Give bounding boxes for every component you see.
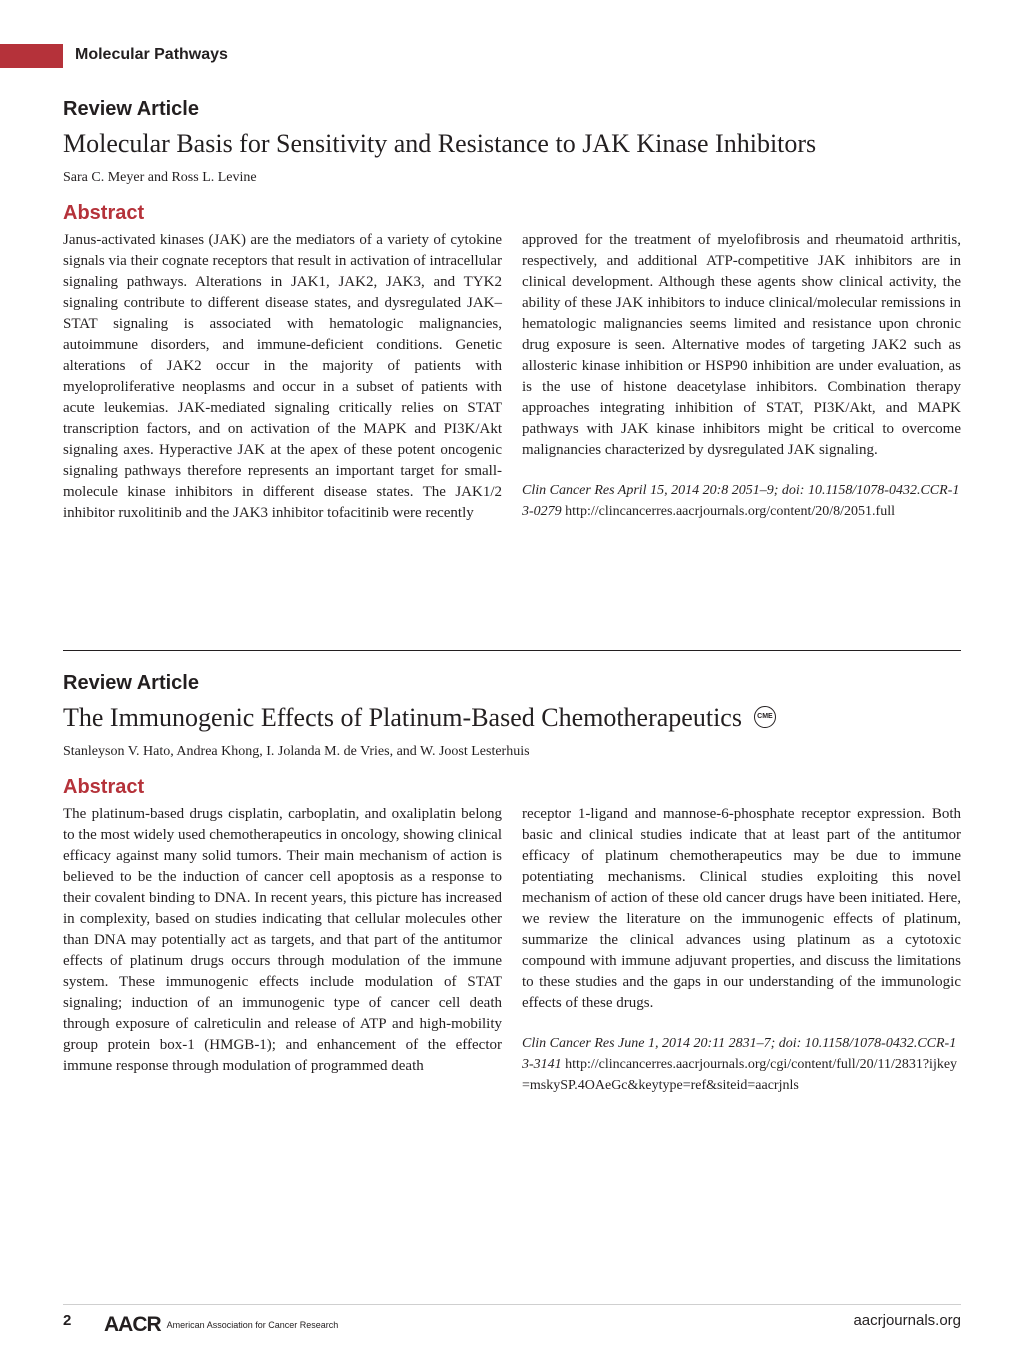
abstract-right-column	[522, 804, 961, 1096]
citation-url[interactable]: http://clincancerres.aacrjournals.org/content/20/8/2051.full	[565, 504, 895, 519]
article-title-text: The Immunogenic Effects of Platinum-Based Chemotherapeutics	[63, 703, 742, 732]
article-authors: Stanleyson V. Hato, Andrea Khong, I. Jolanda M. de Vries, and W. Joost Lesterhuis	[63, 744, 530, 759]
aacr-logo-mark: AACR	[104, 1313, 161, 1336]
abstract-right-text: approved for the treatment of myelofibrosis and rheumatoid arthritis, respectively, and additional ATP-competitive JAK inhibitors are in clinical development. Although these agents show clinical activity, the ability of these JAK inhibitors to induce clinical/molecular remissions in hematologic malignancies seems limited and resistance upon chronic drug exposure is seen. Alternative modes of targeting JAK2 such as allosteric kinase inhibition or HSP90 inhibition are under evaluation, as is the use of histone deacetylase inhibitors. Combination therapy approaches integrating inhibition of STAT, PI3K/Akt, and MAPK pathways with JAK kinase inhibitors might be critical to overcome malignancies characterized by dysregulated JAK signaling.	[522, 232, 961, 458]
article-2	[63, 672, 961, 1096]
section-color-bar	[0, 44, 63, 68]
article-type: Review Article	[63, 98, 199, 120]
abstract-heading: Abstract	[63, 776, 145, 798]
footer-divider	[63, 1304, 961, 1305]
abstract-left-column: Janus-activated kinases (JAK) are the mediators of a variety of cytokine signals via their cognate receptors that result in activation of intracellular signaling pathways. Alterations in JAK1, JAK2, JAK3, and TYK2 signaling contribute to different disease states, and dysregulated JAK–STAT signaling is associated with hematologic malignancies, autoimmune disorders, and immune-deficient conditions. Genetic alterations of JAK2 occur in the majority of patients with myeloproliferative neoplasms and occur in a subset of patients with acute leukemias. JAK-mediated signaling critically relies on STAT transcription factors, and on activation of the MAPK and PI3K/Akt signaling axes. Hyperactive JAK at the apex of these potent oncogenic signaling pathways therefore represents an important target for small-molecule kinase inhibitors in different disease states. The JAK1/2 inhibitor ruxolitinib and the JAK3 inhibitor tofacitinib were recently	[63, 232, 502, 521]
citation-url[interactable]: http://clincancerres.aacrjournals.org/cgi/content/full/20/11/2831?ijkey=mskySP.4OAeGc&keytype=ref&siteid=aacrjnls	[522, 1057, 958, 1093]
abstract-right-column	[522, 230, 961, 524]
aacr-logo-text: American Association for Cancer Research	[166, 1320, 339, 1330]
citation	[522, 480, 961, 522]
abstract-heading: Abstract	[63, 202, 145, 224]
article-divider	[63, 650, 961, 651]
footer-url[interactable]: aacrjournals.org	[853, 1312, 961, 1329]
section-label: Molecular Pathways	[75, 46, 228, 63]
article-title	[63, 702, 961, 734]
abstract-columns	[63, 230, 961, 524]
article-authors: Sara C. Meyer and Ross L. Levine	[63, 170, 257, 185]
article-title: Molecular Basis for Sensitivity and Resistance to JAK Kinase Inhibitors	[63, 129, 817, 158]
page-number: 2	[63, 1312, 72, 1329]
article-type: Review Article	[63, 672, 199, 694]
article-1	[63, 98, 961, 524]
citation-reference: Clin Cancer Res April 15, 2014 20:8 2051–9; doi: 10.1158/1078-0432.CCR-13-0279	[522, 483, 960, 519]
citation-reference: Clin Cancer Res June 1, 2014 20:11 2831–7; doi: 10.1158/1078-0432.CCR-13-3141	[522, 1036, 957, 1072]
abstract-right-text: receptor 1-ligand and mannose-6-phosphate receptor expression. Both basic and clinical studies indicate that at least part of the antitumor efficacy of platinum chemotherapeutics may be due to immune potentiating mechanisms. Clinical studies exploiting this novel mechanism of action of these old cancer drugs have been initiated. Here, we review the literature on the immunogenic effects of platinum, summarize the clinical advances using platinum as a cytotoxic compound with immune adjuvant properties, and discuss the limitations to these studies and the gaps in our understanding of the immunologic effects of these drugs.	[522, 806, 961, 1011]
aacr-logo	[104, 1313, 338, 1337]
citation	[522, 1033, 961, 1096]
abstract-left-column: The platinum-based drugs cisplatin, carboplatin, and oxaliplatin belong to the most widely used chemotherapeutics in oncology, showing clinical efficacy against many solid tumors. Their main mechanism of action is believed to be the induction of cancer cell apoptosis as a response to their covalent binding to DNA. In recent years, this picture has increased in complexity, based on studies indicating that cellular molecules other than DNA may potentially act as targets, and that part of the antitumor effects of platinum drugs occurs through modulation of the immune system. These immunogenic effects include modulation of STAT signaling; induction of an immunogenic type of cancer cell death through exposure of calreticulin and release of ATP and high-mobility group protein box-1 (HMGB-1); and enhancement of the effector immune response through modulation of programmed death	[63, 806, 502, 1074]
cme-badge-icon: CME	[754, 706, 776, 728]
abstract-columns	[63, 804, 961, 1096]
